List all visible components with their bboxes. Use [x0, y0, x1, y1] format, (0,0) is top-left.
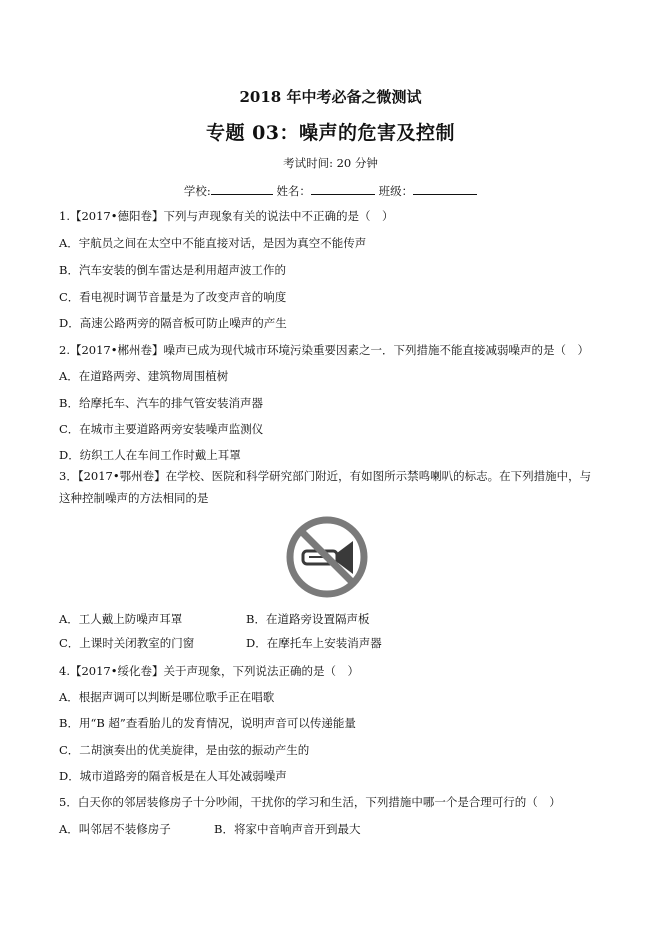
class-label: 班级：	[378, 184, 414, 198]
question-3-option-b: B．在道路旁设置隔声板	[246, 612, 370, 626]
question-2-option-b: B．给摩托车、汽车的排气管安装消声器	[59, 396, 263, 410]
question-3-option-c: C．上课时关闭教室的门窗	[59, 636, 195, 650]
question-1-option-b: B．汽车安装的倒车雷达是利用超声波工作的	[59, 263, 286, 277]
no-horn-sign-icon	[283, 513, 371, 601]
question-2-option-a: A．在道路两旁、建筑物周围植树	[59, 369, 229, 383]
name-label: 姓名：	[276, 184, 311, 198]
question-2-option-d: D．纺织工人在车间工作时戴上耳罩	[59, 448, 241, 462]
question-1-option-c: C．看电视时调节音量是为了改变声音的响度	[59, 290, 287, 304]
question-3-option-d: D．在摩托车上安装消声器	[246, 636, 382, 650]
exam-time: 考试时间: 20 分钟	[283, 156, 378, 170]
question-5-stem: 5．白天你的邻居装修房子十分吵闹，干扰你的学习和生活，下列措施中哪一个是合理可行的（ ）	[59, 795, 561, 809]
question-1-stem: 1.【2017•德阳卷】下列与声现象有关的说法中不正确的是（ ）	[59, 209, 394, 223]
school-label: 学校:	[183, 184, 211, 198]
name-blank[interactable]	[311, 183, 375, 195]
question-5-option-b: B．将家中音响声音开到最大	[214, 822, 361, 836]
question-4-option-c: C．二胡演奏出的优美旋律，是由弦的振动产生的	[59, 743, 310, 757]
question-1-option-a: A．宇航员之间在太空中不能直接对话，是因为真空不能传声	[59, 236, 367, 250]
question-4-option-d: D．城市道路旁的隔音板是在人耳处减弱噪声	[59, 769, 287, 783]
class-blank[interactable]	[413, 183, 477, 195]
question-1-option-d: D．高速公路两旁的隔音板可防止噪声的产生	[59, 316, 287, 330]
exam-title: 2018 年中考必备之微测试	[239, 88, 422, 106]
question-2-stem: 2.【2017•郴州卷】噪声已成为现代城市环境污染重要因素之一．下列措施不能直接减弱噪声的是（ ）	[59, 343, 590, 357]
question-3-stem-line2: 这种控制噪声的方法相同的是	[59, 491, 209, 505]
question-4-option-b: B．用“B 超”查看胎儿的发育情况，说明声音可以传递能量	[59, 716, 356, 730]
question-3-option-a: A．工人戴上防噪声耳罩	[59, 612, 183, 626]
question-4-option-a: A．根据声调可以判断是哪位歌手正在唱歌	[59, 690, 275, 704]
question-5-option-a: A．叫邻居不装修房子	[59, 822, 171, 836]
student-info-line	[0, 183, 661, 199]
topic-title: 专题 03：噪声的危害及控制	[205, 122, 456, 144]
question-2-option-c: C．在城市主要道路两旁安装噪声监测仪	[59, 422, 264, 436]
question-4-stem: 4.【2017•绥化卷】关于声现象，下列说法正确的是（ ）	[59, 664, 360, 678]
question-3-stem-line1: 3．【2017•鄂州卷】在学校、医院和科学研究部门附近，有如图所示禁鸣喇叭的标志。在下列措施中，与	[59, 469, 592, 483]
school-blank[interactable]	[211, 183, 273, 195]
